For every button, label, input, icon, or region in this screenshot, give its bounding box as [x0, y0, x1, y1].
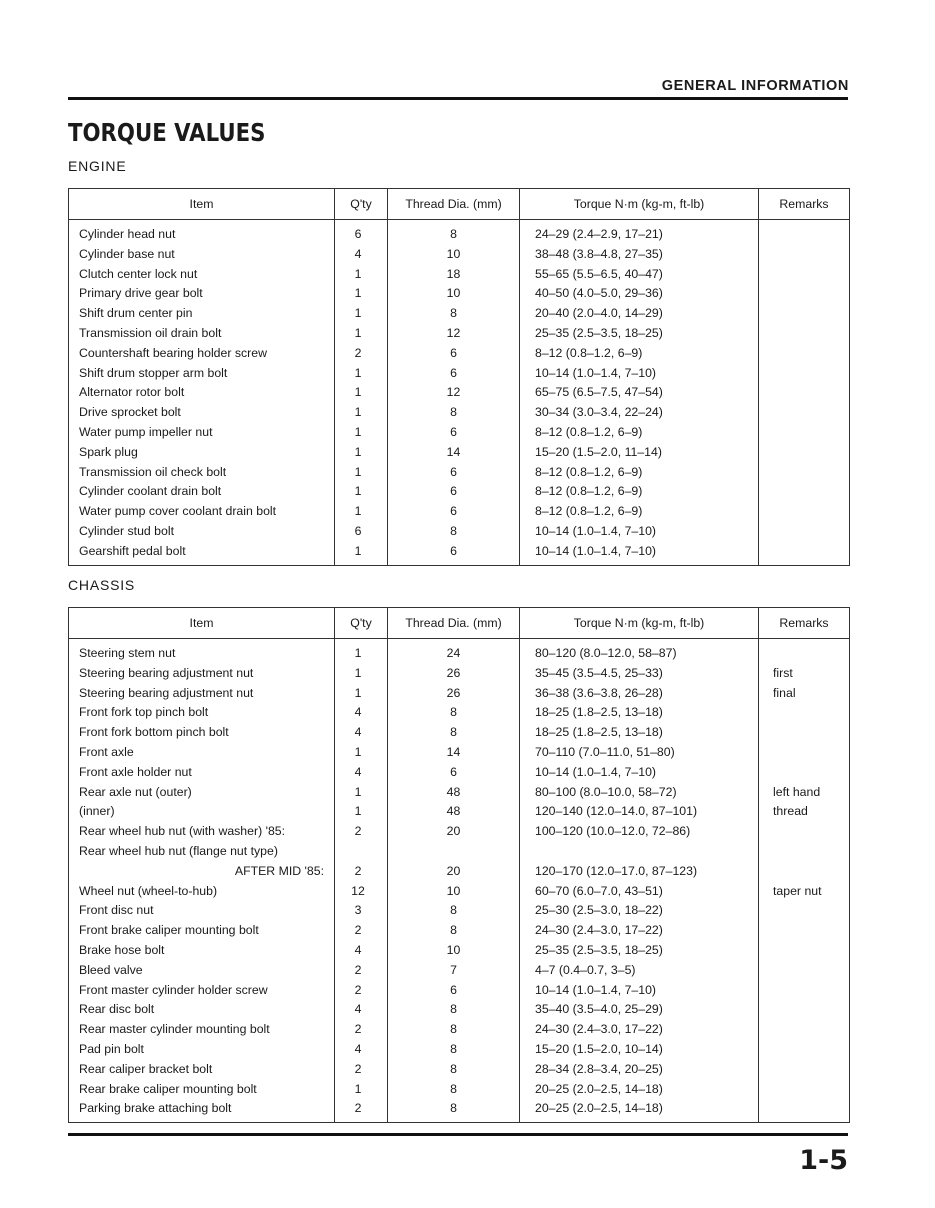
cell-torque: 24–30 (2.4–3.0, 17–22): [520, 1020, 759, 1040]
col-header-torque: Torque N·m (kg-m, ft-lb): [520, 608, 759, 639]
cell-thread-dia: 26: [388, 684, 520, 704]
cell-torque: 18–25 (1.8–2.5, 13–18): [520, 703, 759, 723]
cell-remarks: first: [759, 664, 850, 684]
cell-thread-dia: 8: [388, 220, 520, 245]
cell-thread-dia: 8: [388, 723, 520, 743]
table-row: [69, 522, 850, 542]
cell-qty: 2: [335, 862, 388, 882]
cell-item: Bleed valve: [69, 961, 335, 981]
table-row: [69, 1099, 850, 1123]
col-header-torque: Torque N·m (kg-m, ft-lb): [520, 189, 759, 220]
cell-torque: 25–30 (2.5–3.0, 18–22): [520, 901, 759, 921]
cell-thread-dia: 6: [388, 482, 520, 502]
table-row: [69, 1060, 850, 1080]
cell-torque: 8–12 (0.8–1.2, 6–9): [520, 502, 759, 522]
header-rule: [68, 97, 848, 100]
cell-item: Shift drum center pin: [69, 304, 335, 324]
cell-remarks: [759, 383, 850, 403]
cell-qty: 1: [335, 542, 388, 566]
cell-thread-dia: 12: [388, 324, 520, 344]
cell-item: (inner): [69, 802, 335, 822]
cell-thread-dia: 6: [388, 344, 520, 364]
cell-remarks: [759, 443, 850, 463]
cell-remarks: [759, 482, 850, 502]
cell-thread-dia: 8: [388, 1060, 520, 1080]
cell-item: Primary drive gear bolt: [69, 284, 335, 304]
cell-item: Rear wheel hub nut (flange nut type): [69, 842, 335, 862]
col-header-qty: Q'ty: [335, 608, 388, 639]
cell-thread-dia: 6: [388, 463, 520, 483]
cell-item: Front axle: [69, 743, 335, 763]
cell-thread-dia: 8: [388, 304, 520, 324]
cell-thread-dia: 48: [388, 783, 520, 803]
cell-qty: 4: [335, 763, 388, 783]
cell-thread-dia: 8: [388, 921, 520, 941]
cell-torque: 10–14 (1.0–1.4, 7–10): [520, 522, 759, 542]
table-row: [69, 882, 850, 902]
cell-qty: 2: [335, 921, 388, 941]
cell-torque: 65–75 (6.5–7.5, 47–54): [520, 383, 759, 403]
cell-item: Cylinder head nut: [69, 220, 335, 245]
cell-torque: 28–34 (2.8–3.4, 20–25): [520, 1060, 759, 1080]
cell-remarks: [759, 1060, 850, 1080]
cell-qty: 1: [335, 1080, 388, 1100]
table-row: [69, 703, 850, 723]
table-row: [69, 463, 850, 483]
table-row: [69, 862, 850, 882]
cell-torque: 10–14 (1.0–1.4, 7–10): [520, 981, 759, 1001]
cell-torque: 80–100 (8.0–10.0, 58–72): [520, 783, 759, 803]
cell-qty: 1: [335, 265, 388, 285]
engine-torque-table: [68, 188, 850, 566]
cell-torque: 20–25 (2.0–2.5, 14–18): [520, 1080, 759, 1100]
cell-torque: 8–12 (0.8–1.2, 6–9): [520, 482, 759, 502]
cell-remarks: [759, 522, 850, 542]
cell-thread-dia: 24: [388, 639, 520, 664]
cell-torque: 30–34 (3.0–3.4, 22–24): [520, 403, 759, 423]
engine-section-label: ENGINE: [68, 158, 127, 174]
table-row: [69, 1040, 850, 1060]
cell-remarks: [759, 403, 850, 423]
cell-qty: 4: [335, 703, 388, 723]
cell-item: Rear wheel hub nut (with washer) '85:: [69, 822, 335, 842]
cell-remarks: [759, 542, 850, 566]
table-row: [69, 921, 850, 941]
cell-item: Cylinder coolant drain bolt: [69, 482, 335, 502]
col-header-remarks: Remarks: [759, 608, 850, 639]
cell-torque: 4–7 (0.4–0.7, 3–5): [520, 961, 759, 981]
cell-qty: 2: [335, 1099, 388, 1123]
cell-torque: 70–110 (7.0–11.0, 51–80): [520, 743, 759, 763]
cell-item: Front brake caliper mounting bolt: [69, 921, 335, 941]
cell-item: Rear axle nut (outer): [69, 783, 335, 803]
table-row: [69, 842, 850, 862]
cell-thread-dia: 8: [388, 1000, 520, 1020]
cell-torque: 15–20 (1.5–2.0, 10–14): [520, 1040, 759, 1060]
col-header-thread-dia: Thread Dia. (mm): [388, 189, 520, 220]
cell-remarks: [759, 1080, 850, 1100]
table-row: [69, 364, 850, 384]
col-header-remarks: Remarks: [759, 189, 850, 220]
cell-torque: 35–45 (3.5–4.5, 25–33): [520, 664, 759, 684]
cell-qty: 1: [335, 403, 388, 423]
cell-torque: 38–48 (3.8–4.8, 27–35): [520, 245, 759, 265]
cell-qty: 1: [335, 743, 388, 763]
cell-torque: 36–38 (3.6–3.8, 26–28): [520, 684, 759, 704]
cell-remarks: [759, 265, 850, 285]
cell-remarks: [759, 344, 850, 364]
cell-thread-dia: 8: [388, 403, 520, 423]
chassis-table-header: [69, 608, 850, 639]
cell-item: Front master cylinder holder screw: [69, 981, 335, 1001]
cell-remarks: [759, 324, 850, 344]
table-row: [69, 664, 850, 684]
cell-remarks: [759, 304, 850, 324]
cell-item: Cylinder base nut: [69, 245, 335, 265]
cell-torque: 8–12 (0.8–1.2, 6–9): [520, 463, 759, 483]
cell-item: Steering stem nut: [69, 639, 335, 664]
cell-remarks: [759, 245, 850, 265]
table-row: [69, 763, 850, 783]
cell-torque: 25–35 (2.5–3.5, 18–25): [520, 324, 759, 344]
cell-item: Water pump impeller nut: [69, 423, 335, 443]
cell-torque: 55–65 (5.5–6.5, 40–47): [520, 265, 759, 285]
cell-remarks: [759, 743, 850, 763]
cell-qty: 4: [335, 245, 388, 265]
cell-qty: 4: [335, 1040, 388, 1060]
cell-remarks: final: [759, 684, 850, 704]
cell-qty: 4: [335, 941, 388, 961]
cell-qty: [335, 842, 388, 862]
cell-qty: 2: [335, 1020, 388, 1040]
cell-remarks: [759, 723, 850, 743]
cell-torque: 8–12 (0.8–1.2, 6–9): [520, 423, 759, 443]
cell-qty: 3: [335, 901, 388, 921]
col-header-item: Item: [69, 608, 335, 639]
cell-qty: 1: [335, 443, 388, 463]
cell-qty: 1: [335, 639, 388, 664]
cell-remarks: [759, 364, 850, 384]
cell-thread-dia: 7: [388, 961, 520, 981]
cell-qty: 2: [335, 1060, 388, 1080]
table-row: [69, 1020, 850, 1040]
cell-item: Parking brake attaching bolt: [69, 1099, 335, 1123]
cell-qty: 1: [335, 304, 388, 324]
cell-thread-dia: [388, 842, 520, 862]
cell-thread-dia: 20: [388, 822, 520, 842]
table-row: [69, 344, 850, 364]
cell-item: Cylinder stud bolt: [69, 522, 335, 542]
cell-item: Steering bearing adjustment nut: [69, 684, 335, 704]
cell-remarks: [759, 822, 850, 842]
cell-remarks: [759, 862, 850, 882]
cell-item: Rear brake caliper mounting bolt: [69, 1080, 335, 1100]
cell-item: Spark plug: [69, 443, 335, 463]
cell-qty: 1: [335, 502, 388, 522]
cell-qty: 2: [335, 822, 388, 842]
cell-thread-dia: 10: [388, 245, 520, 265]
cell-thread-dia: 8: [388, 1080, 520, 1100]
cell-torque: 40–50 (4.0–5.0, 29–36): [520, 284, 759, 304]
cell-remarks: [759, 921, 850, 941]
cell-remarks: thread: [759, 802, 850, 822]
cell-thread-dia: 10: [388, 941, 520, 961]
cell-qty: 1: [335, 463, 388, 483]
cell-remarks: [759, 941, 850, 961]
cell-torque: 24–29 (2.4–2.9, 17–21): [520, 220, 759, 245]
cell-remarks: [759, 842, 850, 862]
cell-item: Gearshift pedal bolt: [69, 542, 335, 566]
cell-remarks: [759, 1099, 850, 1123]
table-row: [69, 502, 850, 522]
cell-torque: 10–14 (1.0–1.4, 7–10): [520, 542, 759, 566]
table-row: [69, 822, 850, 842]
table-row: [69, 723, 850, 743]
table-row: [69, 684, 850, 704]
cell-thread-dia: 8: [388, 703, 520, 723]
cell-thread-dia: 20: [388, 862, 520, 882]
cell-torque: [520, 842, 759, 862]
cell-item: Front fork bottom pinch bolt: [69, 723, 335, 743]
cell-qty: 1: [335, 684, 388, 704]
cell-torque: 100–120 (10.0–12.0, 72–86): [520, 822, 759, 842]
cell-item: Front axle holder nut: [69, 763, 335, 783]
table-row: [69, 743, 850, 763]
cell-torque: 24–30 (2.4–3.0, 17–22): [520, 921, 759, 941]
cell-remarks: [759, 1000, 850, 1020]
cell-qty: 6: [335, 522, 388, 542]
cell-thread-dia: 6: [388, 364, 520, 384]
cell-thread-dia: 12: [388, 383, 520, 403]
header-section-title: GENERAL INFORMATION: [661, 78, 849, 94]
cell-item: Clutch center lock nut: [69, 265, 335, 285]
cell-remarks: [759, 284, 850, 304]
cell-item: Front disc nut: [69, 901, 335, 921]
cell-remarks: [759, 763, 850, 783]
cell-item: Shift drum stopper arm bolt: [69, 364, 335, 384]
cell-qty: 4: [335, 723, 388, 743]
cell-torque: 120–140 (12.0–14.0, 87–101): [520, 802, 759, 822]
table-row: [69, 383, 850, 403]
cell-remarks: [759, 220, 850, 245]
cell-thread-dia: 6: [388, 981, 520, 1001]
cell-qty: 1: [335, 364, 388, 384]
table-row: [69, 783, 850, 803]
table-row: [69, 941, 850, 961]
cell-item: Alternator rotor bolt: [69, 383, 335, 403]
cell-item: Transmission oil drain bolt: [69, 324, 335, 344]
cell-item: Wheel nut (wheel-to-hub): [69, 882, 335, 902]
page-number: 1-5: [799, 1145, 848, 1176]
cell-qty: 1: [335, 802, 388, 822]
cell-item: Pad pin bolt: [69, 1040, 335, 1060]
cell-remarks: [759, 502, 850, 522]
cell-torque: 80–120 (8.0–12.0, 58–87): [520, 639, 759, 664]
cell-item: Front fork top pinch bolt: [69, 703, 335, 723]
table-row: [69, 304, 850, 324]
table-row: [69, 245, 850, 265]
cell-item: Countershaft bearing holder screw: [69, 344, 335, 364]
table-row: [69, 220, 850, 245]
cell-qty: 1: [335, 324, 388, 344]
cell-item: Rear master cylinder mounting bolt: [69, 1020, 335, 1040]
cell-torque: 15–20 (1.5–2.0, 11–14): [520, 443, 759, 463]
table-row: [69, 1000, 850, 1020]
cell-thread-dia: 8: [388, 1040, 520, 1060]
cell-remarks: [759, 901, 850, 921]
cell-thread-dia: 14: [388, 743, 520, 763]
chassis-section-label: CHASSIS: [68, 577, 136, 593]
cell-qty: 1: [335, 284, 388, 304]
cell-qty: 1: [335, 783, 388, 803]
table-row: [69, 1080, 850, 1100]
cell-qty: 1: [335, 482, 388, 502]
cell-thread-dia: 48: [388, 802, 520, 822]
cell-torque: 25–35 (2.5–3.5, 18–25): [520, 941, 759, 961]
cell-thread-dia: 8: [388, 522, 520, 542]
cell-item: Steering bearing adjustment nut: [69, 664, 335, 684]
table-row: [69, 423, 850, 443]
cell-remarks: taper nut: [759, 882, 850, 902]
table-row: [69, 443, 850, 463]
cell-thread-dia: 8: [388, 1020, 520, 1040]
cell-thread-dia: 26: [388, 664, 520, 684]
cell-torque: 20–25 (2.0–2.5, 14–18): [520, 1099, 759, 1123]
cell-torque: 20–40 (2.0–4.0, 14–29): [520, 304, 759, 324]
cell-remarks: [759, 1020, 850, 1040]
page-title: TORQUE VALUES: [68, 118, 266, 147]
table-row: [69, 324, 850, 344]
cell-torque: 120–170 (12.0–17.0, 87–123): [520, 862, 759, 882]
col-header-item: Item: [69, 189, 335, 220]
cell-thread-dia: 6: [388, 542, 520, 566]
cell-torque: 10–14 (1.0–1.4, 7–10): [520, 763, 759, 783]
table-row: [69, 482, 850, 502]
table-row: [69, 802, 850, 822]
cell-thread-dia: 8: [388, 901, 520, 921]
cell-remarks: [759, 639, 850, 664]
table-row: [69, 639, 850, 664]
cell-thread-dia: 8: [388, 1099, 520, 1123]
cell-torque: 60–70 (6.0–7.0, 43–51): [520, 882, 759, 902]
cell-remarks: [759, 463, 850, 483]
cell-thread-dia: 14: [388, 443, 520, 463]
table-row: [69, 961, 850, 981]
cell-thread-dia: 10: [388, 284, 520, 304]
footer-rule: [68, 1133, 848, 1136]
cell-thread-dia: 6: [388, 763, 520, 783]
cell-item: Brake hose bolt: [69, 941, 335, 961]
engine-table-header: [69, 189, 850, 220]
cell-item: Transmission oil check bolt: [69, 463, 335, 483]
table-row: [69, 542, 850, 566]
cell-qty: 1: [335, 383, 388, 403]
cell-remarks: [759, 981, 850, 1001]
cell-qty: 1: [335, 664, 388, 684]
cell-item: Rear disc bolt: [69, 1000, 335, 1020]
cell-remarks: left hand: [759, 783, 850, 803]
cell-torque: 10–14 (1.0–1.4, 7–10): [520, 364, 759, 384]
cell-remarks: [759, 423, 850, 443]
cell-item: Rear caliper bracket bolt: [69, 1060, 335, 1080]
cell-thread-dia: 6: [388, 423, 520, 443]
cell-qty: 12: [335, 882, 388, 902]
cell-qty: 1: [335, 423, 388, 443]
cell-torque: 8–12 (0.8–1.2, 6–9): [520, 344, 759, 364]
table-row: [69, 265, 850, 285]
table-row: [69, 284, 850, 304]
chassis-torque-table: [68, 607, 850, 1123]
cell-qty: 4: [335, 1000, 388, 1020]
cell-item: Drive sprocket bolt: [69, 403, 335, 423]
cell-qty: 6: [335, 220, 388, 245]
cell-remarks: [759, 703, 850, 723]
col-header-qty: Q'ty: [335, 189, 388, 220]
cell-torque: 18–25 (1.8–2.5, 13–18): [520, 723, 759, 743]
cell-item: Water pump cover coolant drain bolt: [69, 502, 335, 522]
cell-remarks: [759, 1040, 850, 1060]
cell-qty: 2: [335, 981, 388, 1001]
cell-thread-dia: 6: [388, 502, 520, 522]
table-row: [69, 403, 850, 423]
cell-thread-dia: 18: [388, 265, 520, 285]
table-row: [69, 981, 850, 1001]
cell-item: AFTER MID '85:: [69, 862, 335, 882]
cell-thread-dia: 10: [388, 882, 520, 902]
cell-qty: 2: [335, 344, 388, 364]
cell-remarks: [759, 961, 850, 981]
cell-qty: 2: [335, 961, 388, 981]
table-row: [69, 901, 850, 921]
cell-torque: 35–40 (3.5–4.0, 25–29): [520, 1000, 759, 1020]
col-header-thread-dia: Thread Dia. (mm): [388, 608, 520, 639]
